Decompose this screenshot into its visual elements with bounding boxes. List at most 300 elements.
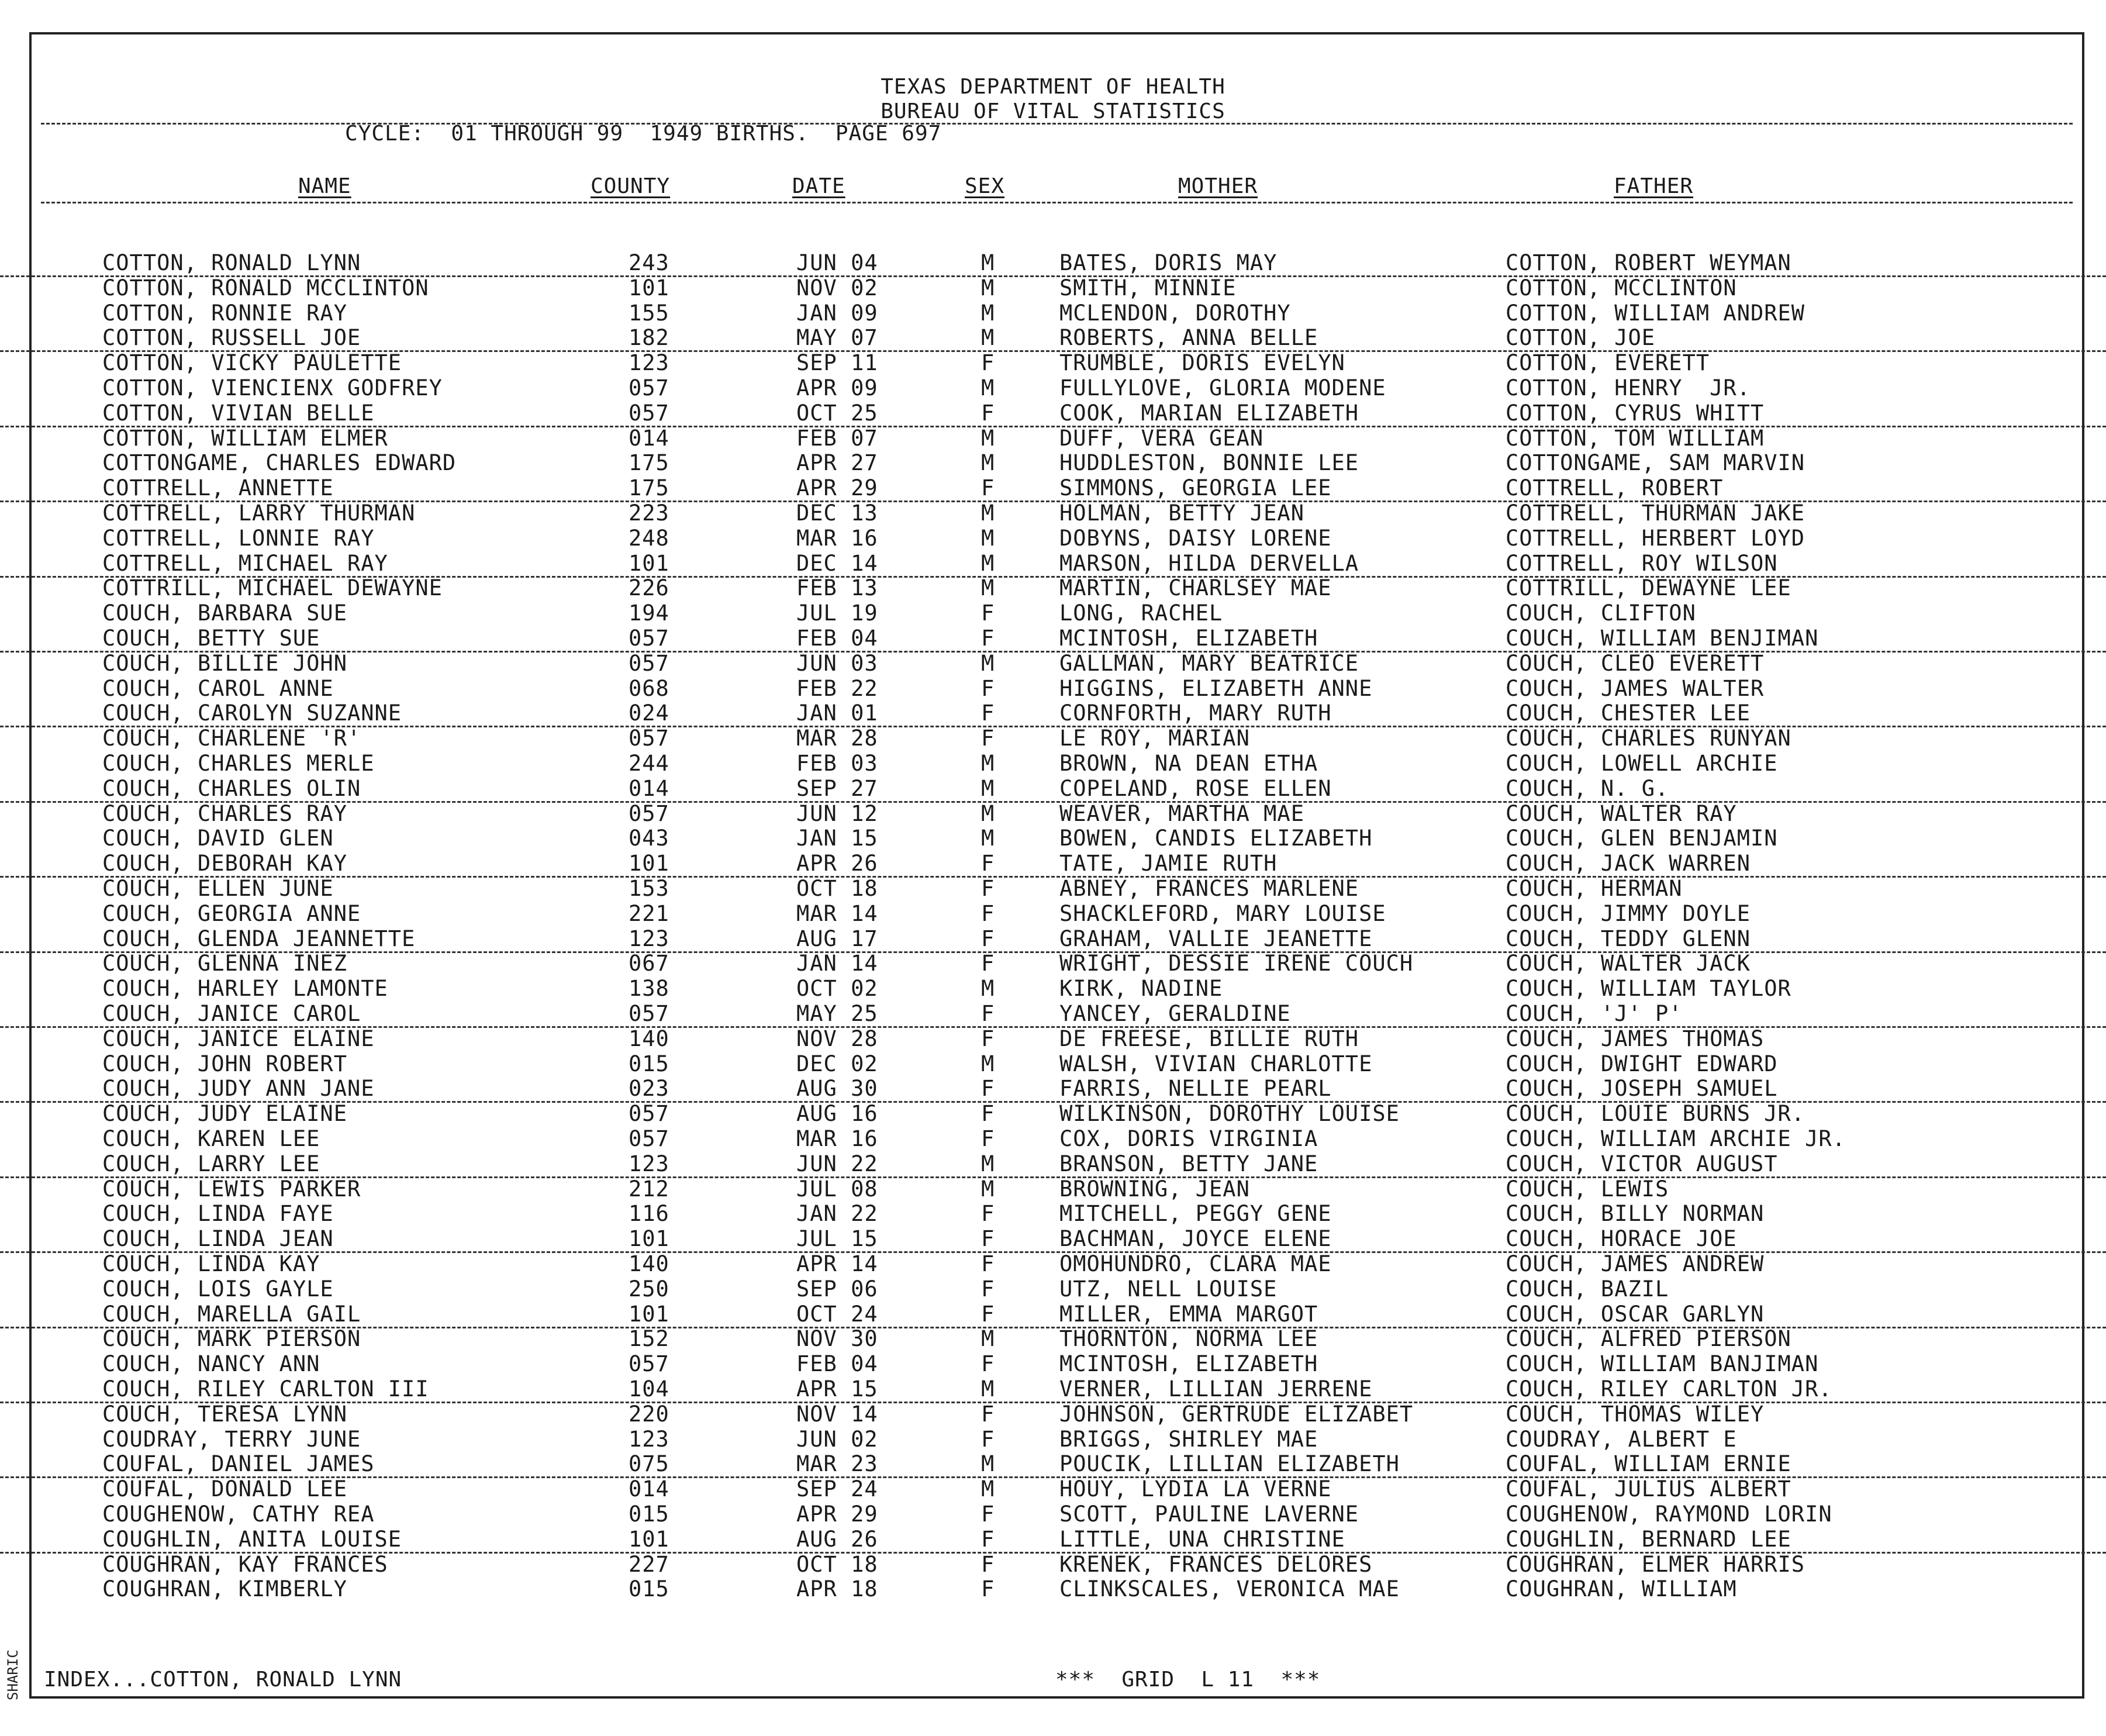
column-header-father: FATHER [1614,174,1694,198]
cell-sex: M [981,826,995,851]
cell-sex: M [981,1176,995,1202]
table-row [0,1351,2106,1376]
table-row [0,1427,2106,1452]
cell-date: MAR 16 [796,1126,878,1151]
cell-mother: SCOTT, PAULINE LAVERNE [1059,1502,1359,1527]
cell-county: 015 [629,1502,669,1527]
cell-mother: POUCIK, LILLIAN ELIZABETH [1059,1451,1400,1477]
cell-date: FEB 04 [796,1351,878,1377]
cell-name: COUCH, LEWIS PARKER [102,1176,361,1202]
cell-date: FEB 13 [796,575,878,601]
cell-mother: BOWEN, CANDIS ELIZABETH [1059,826,1373,851]
table-row [0,676,2106,701]
cell-father: COUCH, HERMAN [1506,876,1683,901]
cell-sex: F [981,1502,995,1527]
cell-father: COUCH, JAMES ANDREW [1506,1251,1765,1276]
cell-father: COUCH, HORACE JOE [1506,1226,1737,1252]
column-header-sex: SEX [965,174,1005,198]
cell-mother: HUDDLESTON, BONNIE LEE [1059,450,1359,476]
cell-name: COUCH, BILLIE JOHN [102,650,347,676]
cell-father: COUFAL, WILLIAM ERNIE [1506,1451,1791,1477]
cell-father: COUCH, LOWELL ARCHIE [1506,751,1778,776]
cell-date: MAR 28 [796,726,878,751]
cell-county: 015 [629,1051,669,1076]
cell-name: COTTON, VIVIAN BELLE [102,400,375,426]
cell-sex: F [981,400,995,426]
cell-mother: ROBERTS, ANNA BELLE [1059,325,1318,351]
cell-sex: M [981,1151,995,1176]
cell-county: 175 [629,450,669,476]
cell-mother: HOLMAN, BETTY JEAN [1059,501,1304,526]
cell-date: APR 26 [796,851,878,876]
cell-sex: F [981,900,995,926]
table-row [0,551,2106,578]
cell-name: COTTRILL, MICHAEL DEWAYNE [102,575,443,601]
cell-mother: MARTIN, CHARLSEY MAE [1059,575,1332,601]
cell-name: COTTON, VICKY PAULETTE [102,350,402,376]
table-row [0,526,2106,551]
cell-sex: M [981,250,995,275]
cell-county: 101 [629,275,669,301]
cell-mother: ABNEY, FRANCES MARLENE [1059,876,1359,901]
cell-father: COUCH, JIMMY DOYLE [1506,900,1751,926]
cell-mother: BACHMAN, JOYCE ELENE [1059,1226,1332,1252]
cell-sex: F [981,1426,995,1452]
table-row [0,475,2106,502]
cell-county: 057 [629,375,669,401]
cell-sex: F [981,1226,995,1252]
cell-date: JAN 09 [796,300,878,326]
cell-sex: M [981,1476,995,1502]
table-row [0,1376,2106,1403]
table-row [0,1552,2106,1577]
column-header-county: COUNTY [591,174,671,198]
cell-father: COUCH, JAMES THOMAS [1506,1026,1765,1051]
cell-father: COTTON, HENRY JR. [1506,375,1751,401]
cell-mother: COPELAND, ROSE ELLEN [1059,775,1332,801]
cell-date: OCT 24 [796,1301,878,1327]
cell-father: COUCH, WALTER RAY [1506,800,1737,826]
cell-name: COUCH, HARLEY LAMONTE [102,976,388,1002]
cell-county: 057 [629,1101,669,1127]
cell-county: 243 [629,250,669,275]
cell-mother: HOUY, LYDIA LA VERNE [1059,1476,1332,1502]
cell-county: 068 [629,675,669,701]
cell-name: COUCH, DEBORAH KAY [102,851,347,876]
cell-county: 123 [629,1151,669,1176]
cell-father: COTTRILL, DEWAYNE LEE [1506,575,1791,601]
table-row [0,1026,2106,1051]
cell-name: COTTON, RONALD LYNN [102,250,361,275]
cell-sex: F [981,1076,995,1102]
cell-name: COTTONGAME, CHARLES EDWARD [102,450,457,476]
cell-county: 075 [629,1451,669,1477]
cell-sex: M [981,1451,995,1477]
cell-sex: M [981,501,995,526]
cell-county: 057 [629,650,669,676]
cell-county: 057 [629,626,669,651]
cell-mother: CLINKSCALES, VERONICA MAE [1059,1576,1400,1602]
cell-sex: F [981,1251,995,1276]
cell-sex: F [981,1401,995,1427]
cell-father: COUFAL, JULIUS ALBERT [1506,1476,1791,1502]
cell-county: 155 [629,300,669,326]
cell-father: COUCH, WILLIAM TAYLOR [1506,976,1791,1002]
cell-sex: M [981,275,995,301]
cell-date: JAN 22 [796,1201,878,1227]
cell-date: OCT 25 [796,400,878,426]
cell-name: COUCH, ELLEN JUNE [102,876,334,901]
cell-sex: M [981,300,995,326]
cell-date: APR 15 [796,1376,878,1402]
cell-county: 057 [629,400,669,426]
cell-father: COUCH, CHESTER LEE [1506,700,1751,726]
cell-county: 138 [629,976,669,1002]
cell-sex: M [981,375,995,401]
table-row [0,1151,2106,1178]
cell-county: 101 [629,1226,669,1252]
cell-father: COUCH, THOMAS WILEY [1506,1401,1765,1427]
cell-mother: SMITH, MINNIE [1059,275,1237,301]
cell-father: COUCH, N. G. [1506,775,1669,801]
cell-county: 223 [629,501,669,526]
cell-father: COUCH, JOSEPH SAMUEL [1506,1076,1778,1102]
cell-county: 101 [629,851,669,876]
cell-sex: F [981,700,995,726]
cell-mother: DE FREESE, BILLIE RUTH [1059,1026,1359,1051]
cell-date: AUG 16 [796,1101,878,1127]
table-row [0,1502,2106,1527]
cell-sex: F [981,675,995,701]
table-row [0,600,2106,626]
cell-father: COUCH, LEWIS [1506,1176,1669,1202]
cell-name: COUCH, LINDA KAY [102,1251,320,1276]
cell-name: COUCH, JUDY ELAINE [102,1101,347,1127]
cycle-line: CYCLE: 01 THROUGH 99 1949 BIRTHS. PAGE 697 [345,122,942,146]
department-title: TEXAS DEPARTMENT OF HEALTH [881,75,1225,99]
cell-county: 250 [629,1276,669,1302]
cell-name: COTTON, WILLIAM ELMER [102,425,388,451]
table-row [0,976,2106,1001]
cell-mother: LE ROY, MARIAN [1059,726,1250,751]
cell-sex: F [981,1526,995,1552]
cell-county: 123 [629,1426,669,1452]
cell-county: 057 [629,800,669,826]
cell-date: APR 14 [796,1251,878,1276]
cell-name: COUCH, NANCY ANN [102,1351,320,1377]
cell-sex: M [981,575,995,601]
cell-date: DEC 14 [796,550,878,576]
table-row [0,851,2106,878]
cell-name: COUCH, MARELLA GAIL [102,1301,361,1327]
cell-mother: LONG, RACHEL [1059,600,1223,626]
cell-father: COTTON, WILLIAM ANDREW [1506,300,1805,326]
cell-mother: WILKINSON, DOROTHY LOUISE [1059,1101,1400,1127]
cell-date: JUN 22 [796,1151,878,1176]
cell-sex: F [981,1576,995,1602]
cell-sex: F [981,475,995,501]
cell-name: COTTON, RONNIE RAY [102,300,347,326]
cell-name: COUCH, TERESA LYNN [102,1401,347,1427]
cell-name: COTTRELL, LARRY THURMAN [102,501,416,526]
table-row [0,1476,2106,1502]
cell-father: COTTON, TOM WILLIAM [1506,425,1765,451]
table-row [0,575,2106,600]
cell-county: 101 [629,1301,669,1327]
cell-name: COUCH, LOIS GAYLE [102,1276,334,1302]
cell-date: DEC 13 [796,501,878,526]
table-row [0,450,2106,475]
cell-date: JUL 15 [796,1226,878,1252]
cell-sex: F [981,1201,995,1227]
cell-county: 226 [629,575,669,601]
table-row [0,651,2106,676]
cell-father: COUCH, WILLIAM ARCHIE JR. [1506,1126,1846,1151]
cell-county: 123 [629,926,669,951]
cell-sex: F [981,1101,995,1127]
cell-father: COTTON, ROBERT WEYMAN [1506,250,1791,275]
cell-date: DEC 02 [796,1051,878,1076]
cell-name: COTTON, RUSSELL JOE [102,325,361,351]
cell-mother: DUFF, VERA GEAN [1059,425,1264,451]
cell-father: COTTRELL, ROY WILSON [1506,550,1778,576]
table-row [0,1201,2106,1226]
cell-county: 014 [629,425,669,451]
cell-father: COTTON, MCCLINTON [1506,275,1737,301]
table-row [0,776,2106,803]
cell-county: 057 [629,1351,669,1377]
cell-name: COUCH, BETTY SUE [102,626,320,651]
cell-date: SEP 11 [796,350,878,376]
cell-father: COUGHENOW, RAYMOND LORIN [1506,1502,1832,1527]
cell-father: COUCH, BILLY NORMAN [1506,1201,1765,1227]
cell-name: COUCH, LINDA FAYE [102,1201,334,1227]
cell-date: JUN 12 [796,800,878,826]
cell-county: 212 [629,1176,669,1202]
cell-name: COUCH, CHARLES RAY [102,800,347,826]
cell-mother: WALSH, VIVIAN CHARLOTTE [1059,1051,1373,1076]
cell-mother: MCLENDON, DOROTHY [1059,300,1291,326]
cell-mother: MCINTOSH, ELIZABETH [1059,1351,1318,1377]
cell-date: MAR 16 [796,525,878,551]
cell-date: SEP 24 [796,1476,878,1502]
cell-county: 014 [629,1476,669,1502]
cell-mother: WRIGHT, DESSIE IRENE COUCH [1059,951,1414,976]
cell-father: COUCH, LOUIE BURNS JR. [1506,1101,1805,1127]
grid-footer: *** GRID L 11 *** [1055,1668,1321,1692]
cell-name: COUCH, GEORGIA ANNE [102,900,361,926]
cell-sex: M [981,525,995,551]
cell-father: COUCH, WILLIAM BANJIMAN [1506,1351,1819,1377]
table-row [0,901,2106,926]
cell-sex: M [981,751,995,776]
cell-sex: F [981,1026,995,1051]
cell-father: COTTONGAME, SAM MARVIN [1506,450,1805,476]
cell-county: 024 [629,700,669,726]
cell-mother: THORNTON, NORMA LEE [1059,1326,1318,1352]
table-row [0,325,2106,352]
cell-date: APR 09 [796,375,878,401]
cell-date: MAY 07 [796,325,878,351]
cell-father: COTTON, CYRUS WHITT [1506,400,1765,426]
cell-county: 057 [629,726,669,751]
cell-county: 153 [629,876,669,901]
table-row [0,700,2106,727]
cell-date: OCT 18 [796,1551,878,1577]
cell-county: 101 [629,550,669,576]
cell-name: COUCH, LINDA JEAN [102,1226,334,1252]
cell-father: COUCH, GLEN BENJAMIN [1506,826,1778,851]
cell-mother: HIGGINS, ELIZABETH ANNE [1059,675,1373,701]
cell-mother: LITTLE, UNA CHRISTINE [1059,1526,1345,1552]
cell-date: OCT 18 [796,876,878,901]
cell-mother: DOBYNS, DAISY LORENE [1059,525,1332,551]
cell-father: COUCH, WALTER JACK [1506,951,1751,976]
cell-mother: CORNFORTH, MARY RUTH [1059,700,1332,726]
cell-sex: F [981,626,995,651]
cell-name: COUCH, DAVID GLEN [102,826,334,851]
cell-name: COUGHRAN, KIMBERLY [102,1576,347,1602]
cell-date: FEB 22 [796,675,878,701]
table-row [0,751,2106,776]
cell-mother: MARSON, HILDA DERVELLA [1059,550,1359,576]
cell-county: 182 [629,325,669,351]
cell-name: COUCH, RILEY CARLTON III [102,1376,429,1402]
cell-mother: COOK, MARIAN ELIZABETH [1059,400,1359,426]
cell-mother: MITCHELL, PEGGY GENE [1059,1201,1332,1227]
cell-county: 014 [629,775,669,801]
cell-county: 123 [629,350,669,376]
cell-name: COUCH, GLENNA INEZ [102,951,347,976]
bureau-title: BUREAU OF VITAL STATISTICS [881,99,1225,123]
table-row [0,1126,2106,1151]
cell-sex: F [981,926,995,951]
cell-county: 175 [629,475,669,501]
cell-mother: TATE, JAMIE RUTH [1059,851,1278,876]
cell-mother: WEAVER, MARTHA MAE [1059,800,1304,826]
cell-date: NOV 28 [796,1026,878,1051]
cell-name: COUCH, JOHN ROBERT [102,1051,347,1076]
cell-county: 057 [629,1126,669,1151]
cell-father: COUCH, TEDDY GLENN [1506,926,1751,951]
cell-sex: M [981,800,995,826]
table-row [0,626,2106,653]
cell-name: COUCH, JUDY ANN JANE [102,1076,375,1102]
table-row [0,501,2106,526]
cell-name: COUCH, JANICE ELAINE [102,1026,375,1051]
cell-sex: M [981,650,995,676]
cell-father: COUCH, CLIFTON [1506,600,1696,626]
cell-name: COUCH, LARRY LEE [102,1151,320,1176]
table-row [0,250,2106,277]
cell-sex: M [981,1376,995,1402]
cell-mother: VERNER, LILLIAN JERRENE [1059,1376,1373,1402]
cell-date: SEP 27 [796,775,878,801]
cell-date: MAR 14 [796,900,878,926]
cell-father: COTTON, JOE [1506,325,1656,351]
table-row [0,1402,2106,1427]
cell-father: COUCH, JAMES WALTER [1506,675,1765,701]
cell-mother: MCINTOSH, ELIZABETH [1059,626,1318,651]
cell-father: COUCH, DWIGHT EDWARD [1506,1051,1778,1076]
cell-date: FEB 04 [796,626,878,651]
cell-name: COTTRELL, MICHAEL RAY [102,550,388,576]
cell-mother: KIRK, NADINE [1059,976,1223,1002]
cell-father: COTTRELL, THURMAN JAKE [1506,501,1805,526]
table-row [0,1302,2106,1328]
table-row [0,1051,2106,1076]
cell-sex: M [981,1326,995,1352]
cell-mother: BRANSON, BETTY JANE [1059,1151,1318,1176]
cell-county: 152 [629,1326,669,1352]
cell-sex: M [981,1051,995,1076]
cell-date: NOV 02 [796,275,878,301]
cell-county: 101 [629,1526,669,1552]
cell-county: 244 [629,751,669,776]
cell-sex: F [981,600,995,626]
cell-mother: GALLMAN, MARY BEATRICE [1059,650,1359,676]
cell-sex: M [981,425,995,451]
cell-date: FEB 07 [796,425,878,451]
cell-sex: F [981,851,995,876]
cell-county: 194 [629,600,669,626]
cell-sex: F [981,1001,995,1026]
index-footer: INDEX...COTTON, RONALD LYNN [44,1668,402,1692]
cell-father: COUCH, RILEY CARLTON JR. [1506,1376,1832,1402]
cell-date: AUG 26 [796,1526,878,1552]
cell-mother: BROWNING, JEAN [1059,1176,1250,1202]
cell-sex: M [981,550,995,576]
cell-date: MAR 23 [796,1451,878,1477]
table-row [0,350,2106,375]
table-row [0,726,2106,751]
cell-mother: SIMMONS, GEORGIA LEE [1059,475,1332,501]
cell-date: OCT 02 [796,976,878,1002]
cell-date: JAN 01 [796,700,878,726]
cell-mother: SHACKLEFORD, MARY LOUISE [1059,900,1386,926]
cell-sex: M [981,325,995,351]
cell-date: AUG 30 [796,1076,878,1102]
cell-date: MAY 25 [796,1001,878,1026]
cell-sex: F [981,726,995,751]
cell-mother: COX, DORIS VIRGINIA [1059,1126,1318,1151]
cell-father: COUGHRAN, ELMER HARRIS [1506,1551,1805,1577]
cell-sex: F [981,1276,995,1302]
cell-mother: BATES, DORIS MAY [1059,250,1278,275]
cell-name: COUCH, CAROLYN SUZANNE [102,700,402,726]
cell-mother: FULLYLOVE, GLORIA MODENE [1059,375,1386,401]
cell-date: JUL 08 [796,1176,878,1202]
cell-father: COTTRELL, ROBERT [1506,475,1724,501]
table-row [0,1076,2106,1103]
cell-sex: F [981,1301,995,1327]
cell-mother: YANCEY, GERALDINE [1059,1001,1291,1026]
table-row [0,876,2106,901]
cell-date: JUN 03 [796,650,878,676]
cell-name: COUCH, KAREN LEE [102,1126,320,1151]
cell-father: COUCH, ALFRED PIERSON [1506,1326,1791,1352]
cell-mother: OMOHUNDRO, CLARA MAE [1059,1251,1332,1276]
cell-father: COUCH, CLEO EVERETT [1506,650,1765,676]
cell-name: COUCH, BARBARA SUE [102,600,347,626]
cell-county: 140 [629,1026,669,1051]
cell-mother: FARRIS, NELLIE PEARL [1059,1076,1332,1102]
cell-sex: M [981,976,995,1002]
table-row [0,1326,2106,1351]
cell-county: 023 [629,1076,669,1102]
table-row [0,426,2106,451]
column-header-rule [41,202,2073,203]
